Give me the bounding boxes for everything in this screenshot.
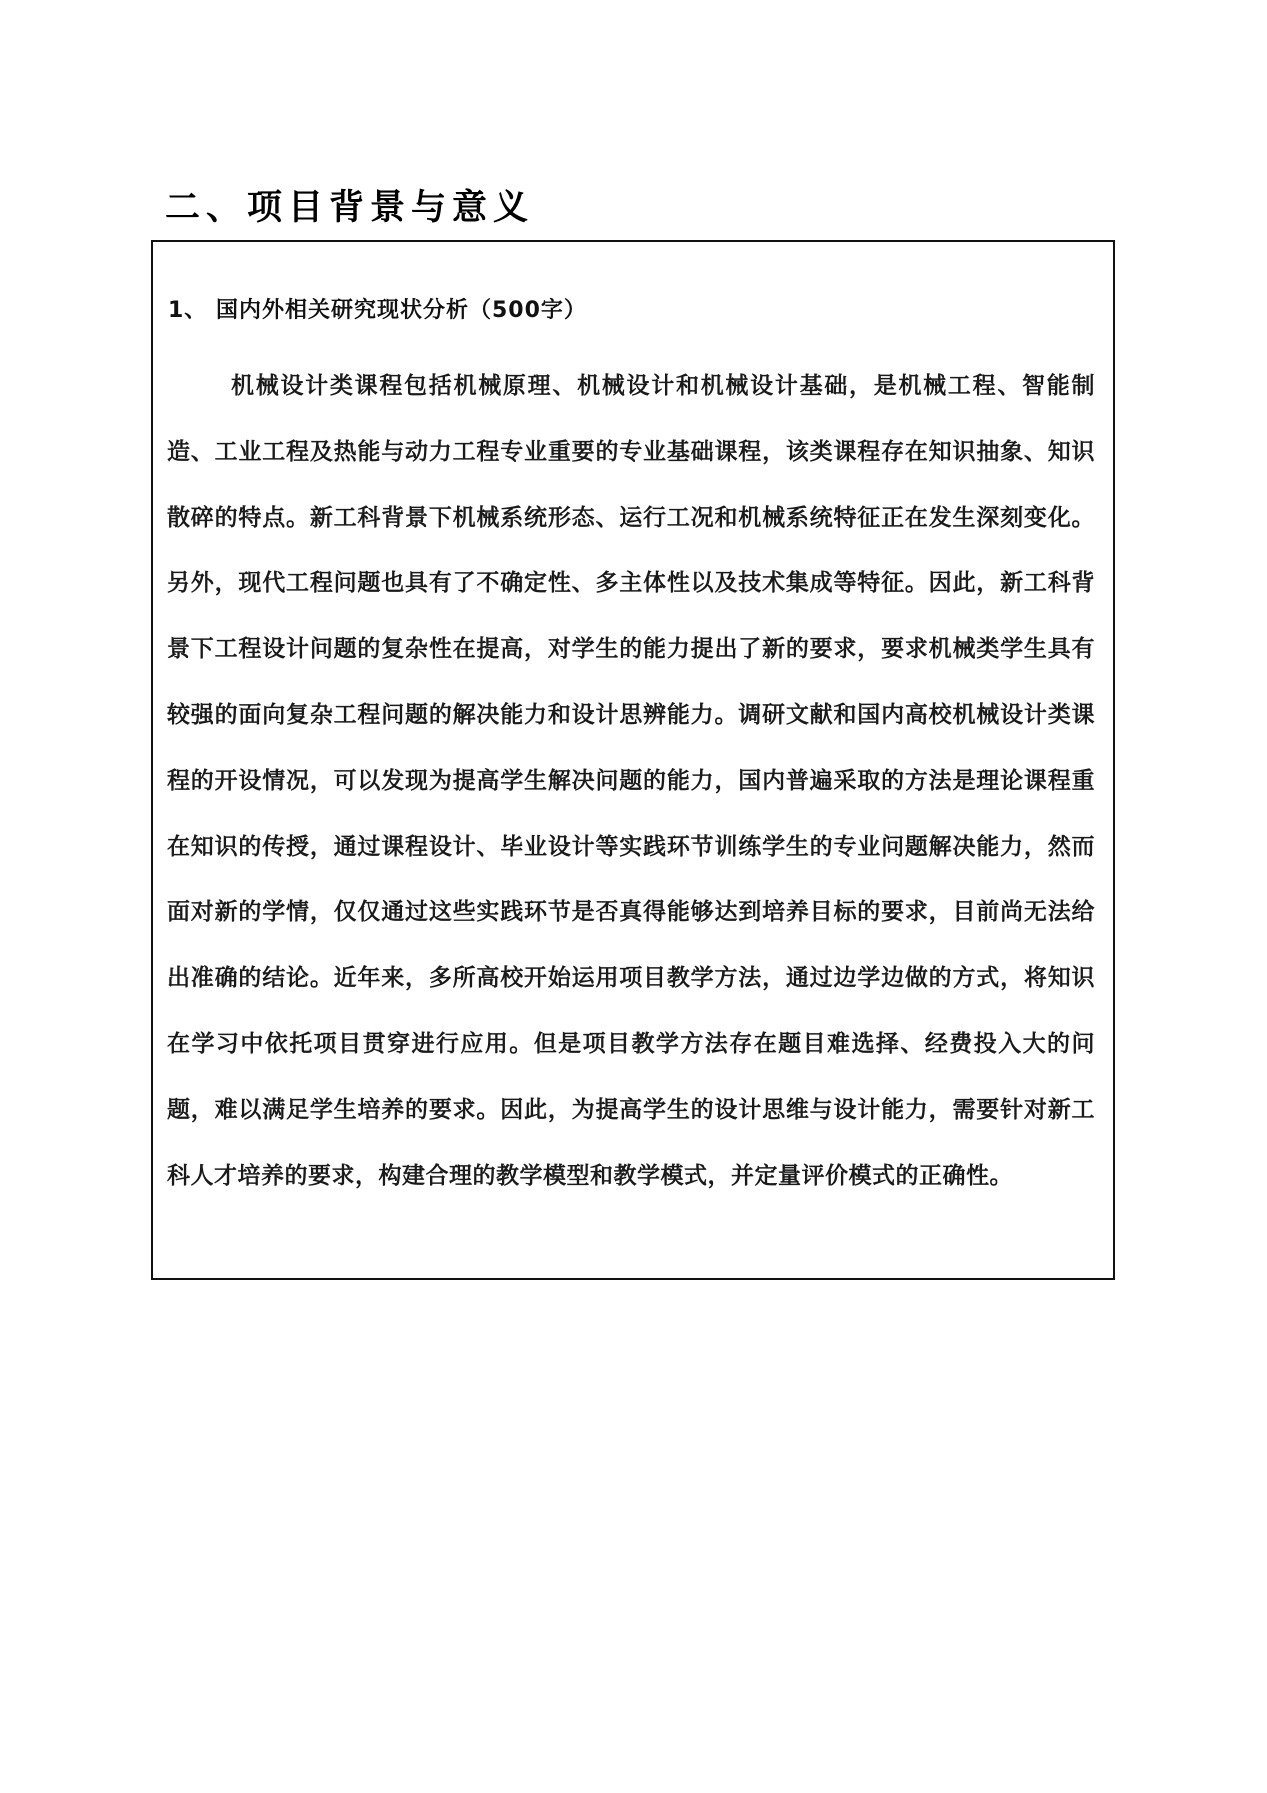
subsection-heading: 1、 国内外相关研究现状分析（500字）: [168, 298, 587, 323]
content-box: [151, 240, 1115, 1280]
body-paragraph: 机械设计类课程包括机械原理、机械设计和机械设计基础，是机械工程、智能制造、工业工程及热能与动力工程专业重要的专业基础课程，该类课程存在知识抽象、知识散碎的特点。新工科背景下机械系统形态、运行工况和机械系统特征正在发生深刻变化。另外，现代工程问题也具有了不确定性、多主体性以及技术集成等特征。因此，新工科背景下工程设计问题的复杂性在提高，对学生的能力提出了新的要求，要求机械类学生具有较强的面向复杂工程问题的解决能力和设计思辨能力。调研文献和国内高校机械设计类课程的开设情况，可以发现为提高学生解决问题的能力，国内普遍采取的方法是理论课程重在知识的传授，通过课程设计、毕业设计等实践环节训练学生的专业问题解决能力，然而面对新的学情，仅仅通过这些实践环节是否真得能够达到培养目标的要求，目前尚无法给出准确的结论。近年来，多所高校开始运用项目教学方法，通过边学边做的方式，将知识在学习中依托项目贯穿进行应用。但是项目教学方法存在题目难选择、经费投入大的问题，难以满足学生培养的要求。因此，为提高学生的设计思维与设计能力，需要针对新工科人才培养的要求，构建合理的教学模型和教学模式，并定量评价模式的正确性。: [167, 373, 1095, 1189]
section-title: 二、项目背景与意义: [165, 187, 535, 228]
